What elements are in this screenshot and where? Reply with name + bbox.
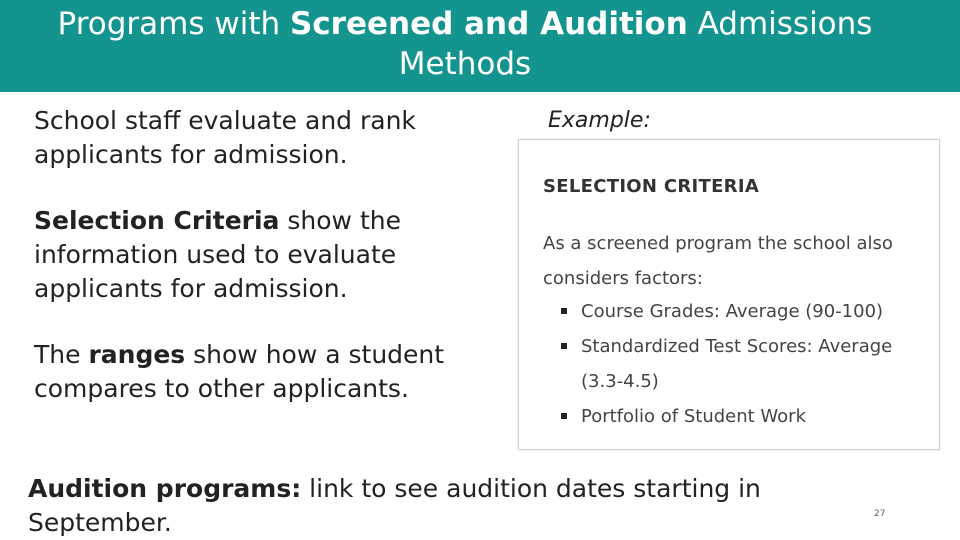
- page-number: 27: [874, 509, 886, 519]
- title-bar: [0, 0, 960, 92]
- ranges-pre: The: [34, 340, 89, 369]
- criteria-text: Portfolio of Student Work: [581, 406, 806, 427]
- selection-criteria-term: Selection Criteria: [34, 206, 280, 235]
- list-item: [581, 399, 929, 434]
- bullet-icon: [561, 308, 567, 314]
- title-line2: Methods: [398, 46, 532, 82]
- criteria-text: Course Grades: Average (90-100): [581, 301, 884, 322]
- title-bold: Screened and Audition: [289, 6, 688, 42]
- bullet-icon: [561, 413, 567, 419]
- paragraph-staff-evaluate: School staff evaluate and rank applicants for admission.: [34, 106, 416, 169]
- paragraph-selection-criteria: [34, 204, 484, 306]
- ranges-term: ranges: [88, 340, 186, 369]
- card-intro: As a screened program the school also considers factors:: [543, 233, 893, 289]
- audition-text: link to see audition dates starting in September.: [28, 474, 761, 537]
- bullet-icon: [561, 343, 567, 349]
- list-item: [581, 294, 929, 329]
- audition-programs-note: [28, 472, 828, 540]
- slide-title: [0, 4, 930, 84]
- list-item: [581, 329, 929, 399]
- criteria-list: [581, 294, 929, 434]
- paragraph-ranges: [34, 338, 484, 406]
- ranges-text: show how a student compares to other applicants.: [34, 340, 445, 403]
- criteria-text: Standardized Test Scores: Average (3.3-4.5): [581, 336, 893, 392]
- title-part2: Admissions: [687, 6, 873, 42]
- example-card: [518, 139, 940, 450]
- selection-criteria-text: show the information used to evaluate applicants for admission.: [34, 206, 401, 303]
- example-label: Example:: [548, 108, 651, 133]
- card-heading: SELECTION CRITERIA: [543, 176, 760, 197]
- audition-link-label[interactable]: Audition programs:: [28, 474, 302, 503]
- title-part1: Programs with: [57, 6, 290, 42]
